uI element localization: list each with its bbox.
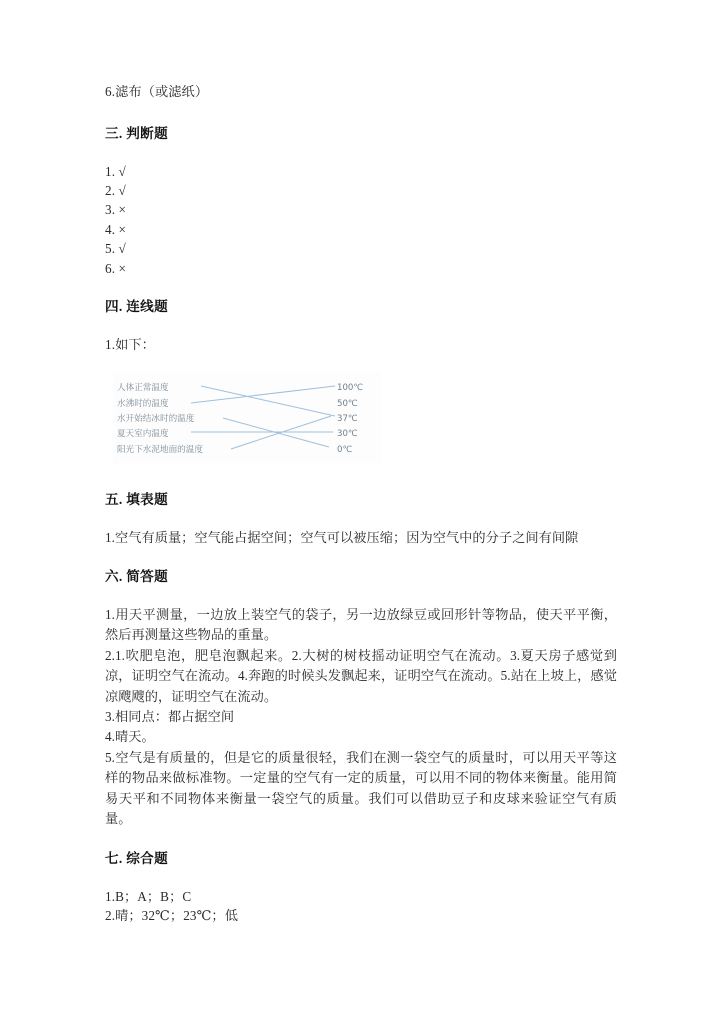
diagram-right-label: 100℃	[337, 382, 364, 393]
diagram-right-label: 0℃	[337, 444, 353, 455]
answer-item: 3. ×	[105, 202, 127, 218]
answer-item: 4. ×	[105, 221, 127, 237]
section-heading-seven: 七. 综合题	[105, 850, 168, 866]
document-content	[105, 82, 617, 925]
answer-item: 1.空气有质量；空气能占据空间；空气可以被压缩；因为空气中的分子之间有间隙	[105, 529, 579, 545]
answer-item: 6. ×	[105, 260, 127, 276]
section-three-answers	[105, 162, 617, 278]
answer-item: 4.晴天。	[105, 729, 155, 745]
diagram-right-label: 50℃	[337, 398, 358, 409]
section-heading-three: 三. 判断题	[105, 125, 168, 141]
answer-item: 5. √	[105, 241, 126, 257]
diagram-right-label: 30℃	[337, 428, 358, 439]
section-heading-four: 四. 连线题	[105, 299, 168, 315]
answer-item: 1.如下：	[105, 337, 155, 353]
answer-item: 5.空气是有质量的，但是它的质量很轻，我们在测一袋空气的质量时，可以用天平等这样的物品来做标准物。一定量的空气有一定的质量，可以用不同的物体来衡量。能用简易天平和不同物体来衡量一袋空气的质量。我们可以借助豆子和皮球来验证空气有质量。	[105, 749, 617, 827]
answer-item: 2.晴；32℃；23℃；低	[105, 907, 239, 923]
diagram-left-label: 水沸时的温度	[117, 398, 169, 409]
section-heading-six: 六. 简答题	[105, 569, 168, 585]
diagram-right-label: 37℃	[337, 413, 358, 424]
matching-diagram-svg	[113, 371, 381, 463]
section-heading-five: 五. 填表题	[105, 491, 168, 507]
answer-item: 2. √	[105, 183, 126, 198]
answer-item: 1.B；A；B；C	[105, 888, 192, 904]
connector-line-body-temp	[201, 386, 335, 416]
answer-item: 1. √	[105, 163, 126, 179]
answer-item: 1.用天平测量，一边放上装空气的袋子，另一边放绿豆或回形针等物品，使天平平衡，然后再测量这些物品的重量。	[105, 607, 617, 643]
diagram-left-label: 夏天室内温度	[117, 428, 169, 439]
preceding-answer-item: 6.滤布（或滤纸）	[105, 84, 209, 99]
diagram-left-label: 水开始结冰时的温度	[117, 413, 195, 424]
diagram-left-label: 阳光下水泥地面的温度	[117, 444, 203, 455]
section-seven-answers	[105, 887, 617, 926]
answer-item: 2.1.吹肥皂泡，肥皂泡飘起来。2.大树的树枝摇动证明空气在流动。3.夏天房子感觉到凉，证明空气在流动。4.奔跑的时候头发飘起来，证明空气在流动。5.站在上坡上，感觉凉飕飕的，证明空气在流动。	[105, 647, 617, 704]
answer-item: 3.相同点：都占据空间	[105, 709, 235, 725]
temperature-matching-diagram	[113, 371, 381, 463]
diagram-left-label: 人体正常温度	[117, 382, 169, 393]
